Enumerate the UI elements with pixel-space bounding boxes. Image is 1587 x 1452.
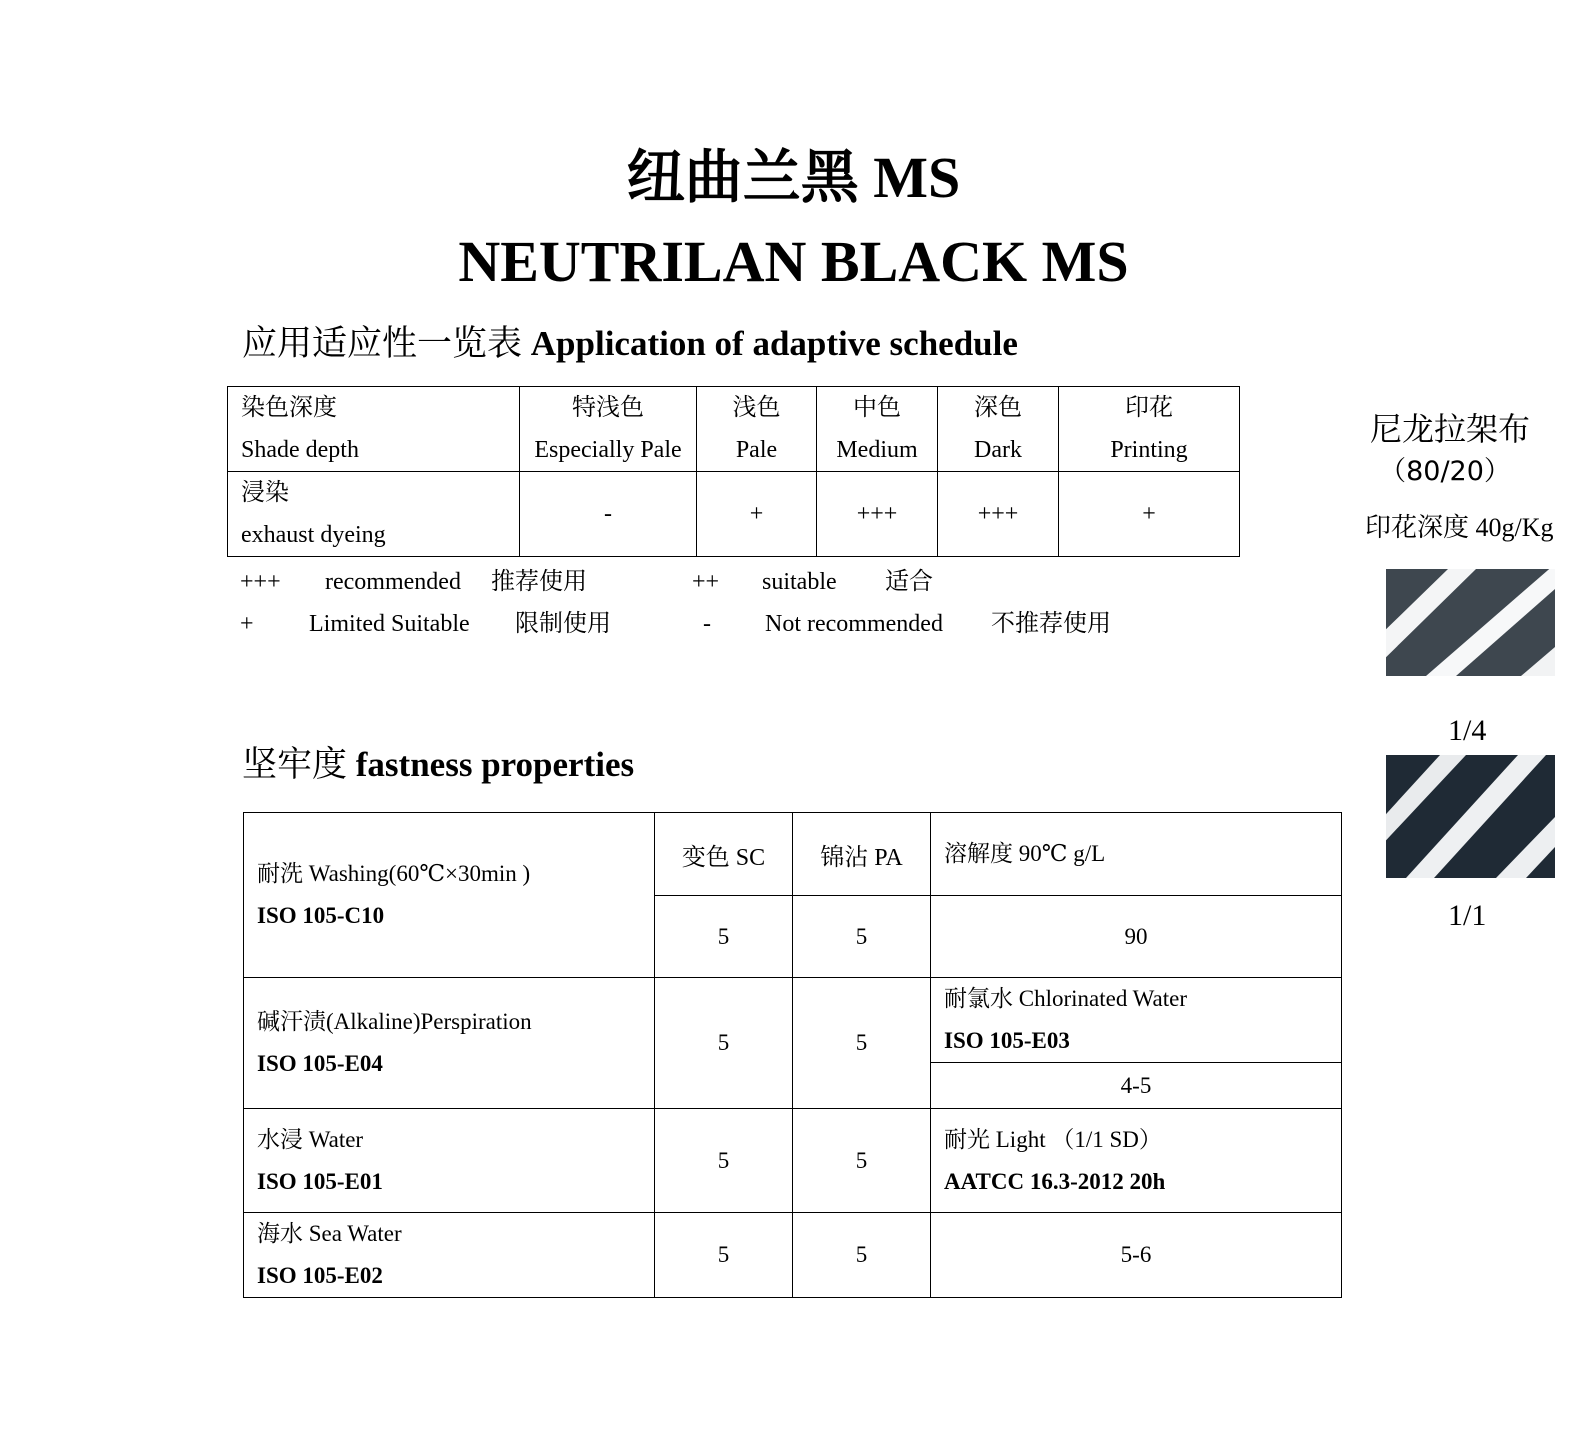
legend-symbol: +++ <box>240 569 281 595</box>
print-depth: 印花深度 40g/Kg <box>1365 513 1554 542</box>
title-cn: 纽曲兰黑 MS <box>626 145 961 210</box>
fabric-swatch-dark <box>1386 755 1555 878</box>
washing-sc: 5 <box>655 896 793 978</box>
swatch-label-1-4: 1/4 <box>1448 714 1487 747</box>
col-header-sc: 变色 SC <box>655 813 793 896</box>
washing-standard: ISO 105-C10 <box>257 903 385 928</box>
header-cn: 浅色 <box>732 395 781 421</box>
legend-en: Limited Suitable <box>309 611 470 637</box>
row-en: exhaust dyeing <box>241 522 386 548</box>
legend-cn: 推荐使用 <box>491 569 587 595</box>
water-pa: 5 <box>793 1109 931 1213</box>
application-table <box>227 386 1240 557</box>
perspiration-row-top <box>244 978 1342 1063</box>
fastness-table <box>243 812 1342 1298</box>
fabric-ratio: （80/20） <box>1379 456 1511 487</box>
water-row <box>244 1109 1342 1213</box>
sea-water-row <box>244 1213 1342 1298</box>
sea-water-pa: 5 <box>793 1213 931 1298</box>
header-cn: 中色 <box>853 395 901 421</box>
light-standard: AATCC 16.3-2012 20h <box>944 1168 1166 1194</box>
solubility-value: 90 <box>931 896 1342 978</box>
header-en: Medium <box>836 437 918 463</box>
light-label: 耐光 Light （1/1 SD） <box>944 1126 1162 1152</box>
chlorinated-standard: ISO 105-E03 <box>944 1028 1070 1053</box>
legend-cn: 适合 <box>885 569 933 595</box>
chlorinated-label-cell <box>931 978 1342 1063</box>
application-header-row <box>228 387 1240 472</box>
fastness-heading-cn: 坚牢度 <box>242 745 348 784</box>
light-label-cell <box>931 1109 1342 1213</box>
sea-water-standard: ISO 105-E02 <box>257 1263 383 1288</box>
header-medium <box>817 387 938 472</box>
header-especially-pale <box>520 387 697 472</box>
legend-cn: 不推荐使用 <box>991 611 1111 637</box>
legend-en: Not recommended <box>765 611 943 637</box>
header-en: Pale <box>735 437 778 463</box>
col-header-pa: 锦沾 PA <box>793 813 931 896</box>
header-en: Printing <box>1110 437 1188 463</box>
header-dark <box>938 387 1059 472</box>
washing-pa: 5 <box>793 896 931 978</box>
header-cn: 深色 <box>974 395 1022 421</box>
sea-water-label: 海水 Sea Water <box>257 1221 402 1246</box>
sea-water-label-cell <box>244 1213 655 1298</box>
washing-label-cell <box>244 813 655 978</box>
row-cn: 浸染 <box>241 480 289 506</box>
light-value: 5-6 <box>931 1213 1342 1298</box>
value-especially-pale: - <box>520 472 697 557</box>
fabric-swatch-light <box>1386 569 1555 676</box>
chlorinated-value: 4-5 <box>931 1063 1342 1109</box>
fabric-label: 尼龙拉架布 <box>1369 411 1530 447</box>
swatch-label-1-1: 1/1 <box>1448 899 1487 932</box>
washing-row-top <box>244 813 1342 896</box>
application-heading-cn: 应用适应性一览表 <box>242 324 523 363</box>
value-pale: + <box>697 472 817 557</box>
perspiration-sc: 5 <box>655 978 793 1109</box>
fastness-heading <box>242 743 634 787</box>
header-cn: 染色深度 <box>241 395 337 421</box>
legend-symbol: ++ <box>692 569 720 595</box>
value-dark: +++ <box>938 472 1059 557</box>
perspiration-label-cell <box>244 978 655 1109</box>
perspiration-standard: ISO 105-E04 <box>257 1051 383 1076</box>
legend-en: suitable <box>762 569 837 595</box>
legend-symbol: - <box>703 611 711 637</box>
sea-water-sc: 5 <box>655 1213 793 1298</box>
header-printing <box>1059 387 1240 472</box>
application-exhaust-row <box>228 472 1240 557</box>
perspiration-label: 碱汗渍(Alkaline)Perspiration <box>257 1009 532 1034</box>
solubility-label: 溶解度 90℃ g/L <box>931 813 1342 896</box>
header-shade-depth <box>228 387 520 472</box>
water-sc: 5 <box>655 1109 793 1213</box>
washing-label: 耐洗 Washing(60℃×30min ) <box>257 861 531 886</box>
header-pale <box>697 387 817 472</box>
fastness-heading-en: fastness properties <box>355 745 635 784</box>
application-heading-en: Application of adaptive schedule <box>530 324 1018 363</box>
legend-symbol: + <box>240 611 254 637</box>
water-standard: ISO 105-E01 <box>257 1168 383 1194</box>
perspiration-pa: 5 <box>793 978 931 1109</box>
title-en: NEUTRILAN BLACK MS <box>458 229 1129 294</box>
chlorinated-label: 耐氯水 Chlorinated Water <box>944 986 1188 1011</box>
legend-en: recommended <box>325 569 461 595</box>
header-en: Dark <box>974 437 1022 463</box>
header-cn: 印花 <box>1125 395 1173 421</box>
value-medium: +++ <box>817 472 938 557</box>
water-label-cell <box>244 1109 655 1213</box>
header-en: Especially Pale <box>534 437 682 463</box>
application-heading <box>242 322 1018 366</box>
water-label: 水浸 Water <box>257 1126 364 1152</box>
header-cn: 特浅色 <box>572 395 644 421</box>
exhaust-dyeing-label <box>228 472 520 557</box>
header-en: Shade depth <box>241 437 359 463</box>
value-printing: + <box>1059 472 1240 557</box>
legend-cn: 限制使用 <box>515 611 611 637</box>
